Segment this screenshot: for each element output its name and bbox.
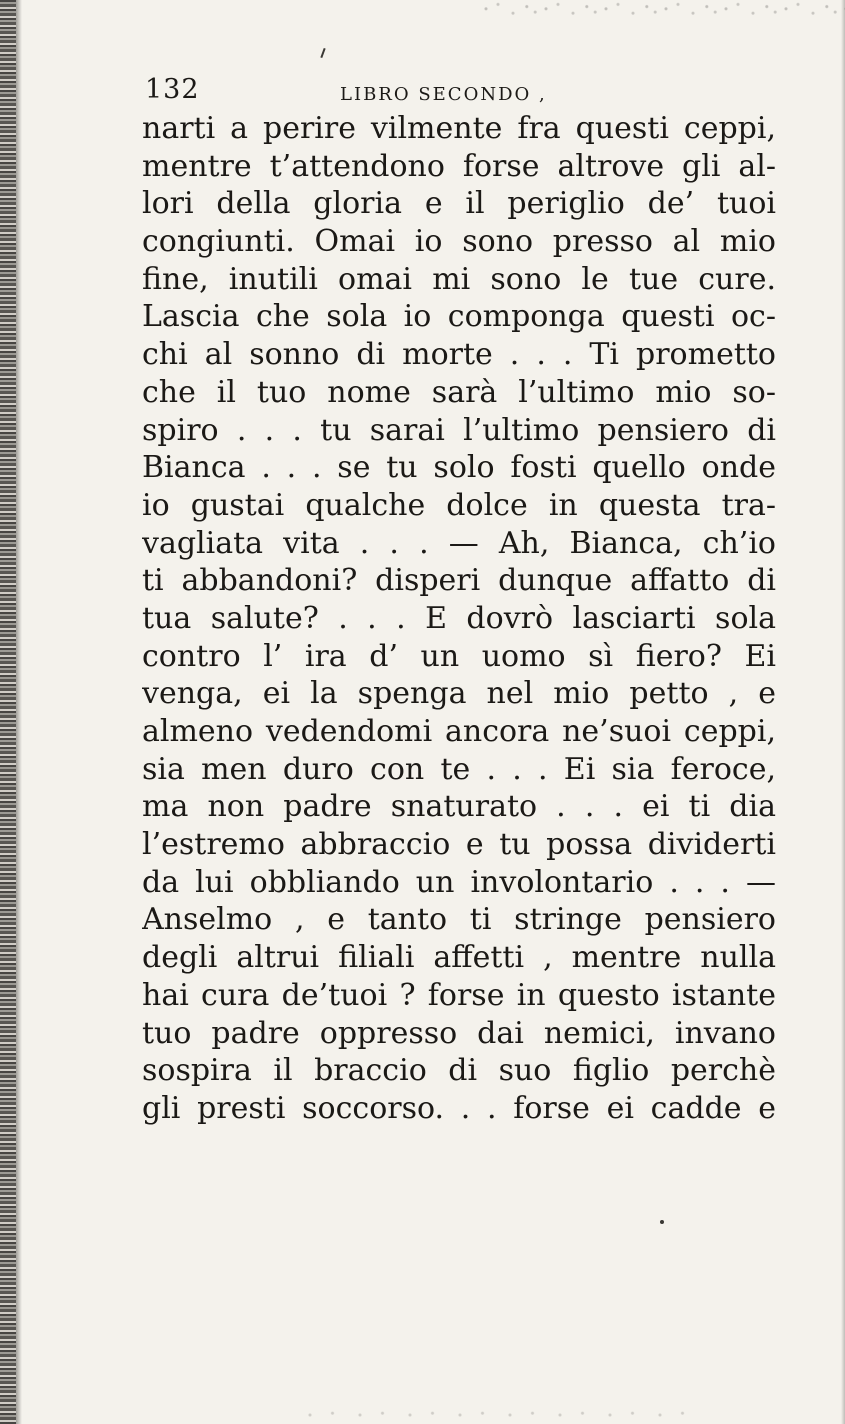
body-text bbox=[142, 110, 776, 1128]
ink-speck bbox=[660, 1220, 664, 1224]
text-line: hai cura de’tuoi ? forse in questo istante bbox=[142, 977, 776, 1013]
text-line: gli presti soccorso. . . forse ei cadde e bbox=[142, 1090, 776, 1126]
text-line: Lascia che sola io componga questi oc- bbox=[142, 299, 776, 335]
page-number: 132 bbox=[145, 74, 200, 105]
text-line: chi al sonno di morte . . . Ti prometto bbox=[142, 337, 776, 373]
text-line: Anselmo , e tanto ti stringe pensiero bbox=[142, 902, 776, 938]
text-line: almeno vedendomi ancora ne’suoi ceppi, bbox=[142, 714, 776, 749]
text-line: lori della gloria e il periglio de’ tuoi bbox=[142, 186, 776, 222]
text-line: tua salute? . . . E dovrò lasciarti sola bbox=[142, 600, 776, 636]
text-line: vagliata vita . . . — Ah, Bianca, ch’io bbox=[142, 525, 776, 561]
page-binding-edge bbox=[0, 0, 16, 1424]
running-head: LIBRO SECONDO , bbox=[340, 84, 547, 105]
text-line: fine, inutili omai mi sono le tue cure. bbox=[142, 261, 776, 297]
binding-shadow bbox=[16, 0, 22, 1424]
paper-speckle-top bbox=[480, 0, 845, 22]
ink-speck bbox=[320, 48, 325, 58]
text-line: ma non padre snaturato . . . ei ti dia bbox=[142, 789, 776, 825]
text-line: sospira il braccio di suo figlio perchè bbox=[142, 1053, 776, 1089]
text-line: spiro . . . tu sarai l’ultimo pensiero di bbox=[142, 412, 776, 448]
page-header bbox=[145, 74, 785, 110]
text-line: Bianca . . . se tu solo fosti quello onde bbox=[142, 450, 776, 486]
text-line: io gustai qualche dolce in questa tra- bbox=[142, 487, 776, 523]
text-line: da lui obbliando un involontario . . . — bbox=[142, 864, 776, 900]
text-line: contro l’ ira d’ un uomo sì fiero? Ei bbox=[142, 638, 776, 674]
text-line: l’estremo abbraccio e tu possa dividerti bbox=[142, 827, 776, 863]
text-line: ti abbandoni? disperi dunque affatto di bbox=[142, 563, 776, 599]
text-line: degli altrui filiali affetti , mentre nulla bbox=[142, 940, 776, 976]
text-line: venga, ei la spenga nel mio petto , e bbox=[142, 676, 776, 712]
page-right-edge bbox=[841, 0, 845, 1424]
text-line: che il tuo nome sarà l’ultimo mio so- bbox=[142, 374, 776, 410]
text-line: mentre t’attendono forse altrove gli al- bbox=[142, 148, 776, 184]
text-line: sia men duro con te . . . Ei sia feroce, bbox=[142, 751, 776, 787]
text-line: narti a perire vilmente fra questi ceppi, bbox=[142, 111, 776, 146]
paper-speckle-bottom bbox=[300, 1406, 700, 1424]
text-line: congiunti. Omai io sono presso al mio bbox=[142, 224, 776, 260]
text-line: tuo padre oppresso dai nemici, invano bbox=[142, 1015, 776, 1051]
